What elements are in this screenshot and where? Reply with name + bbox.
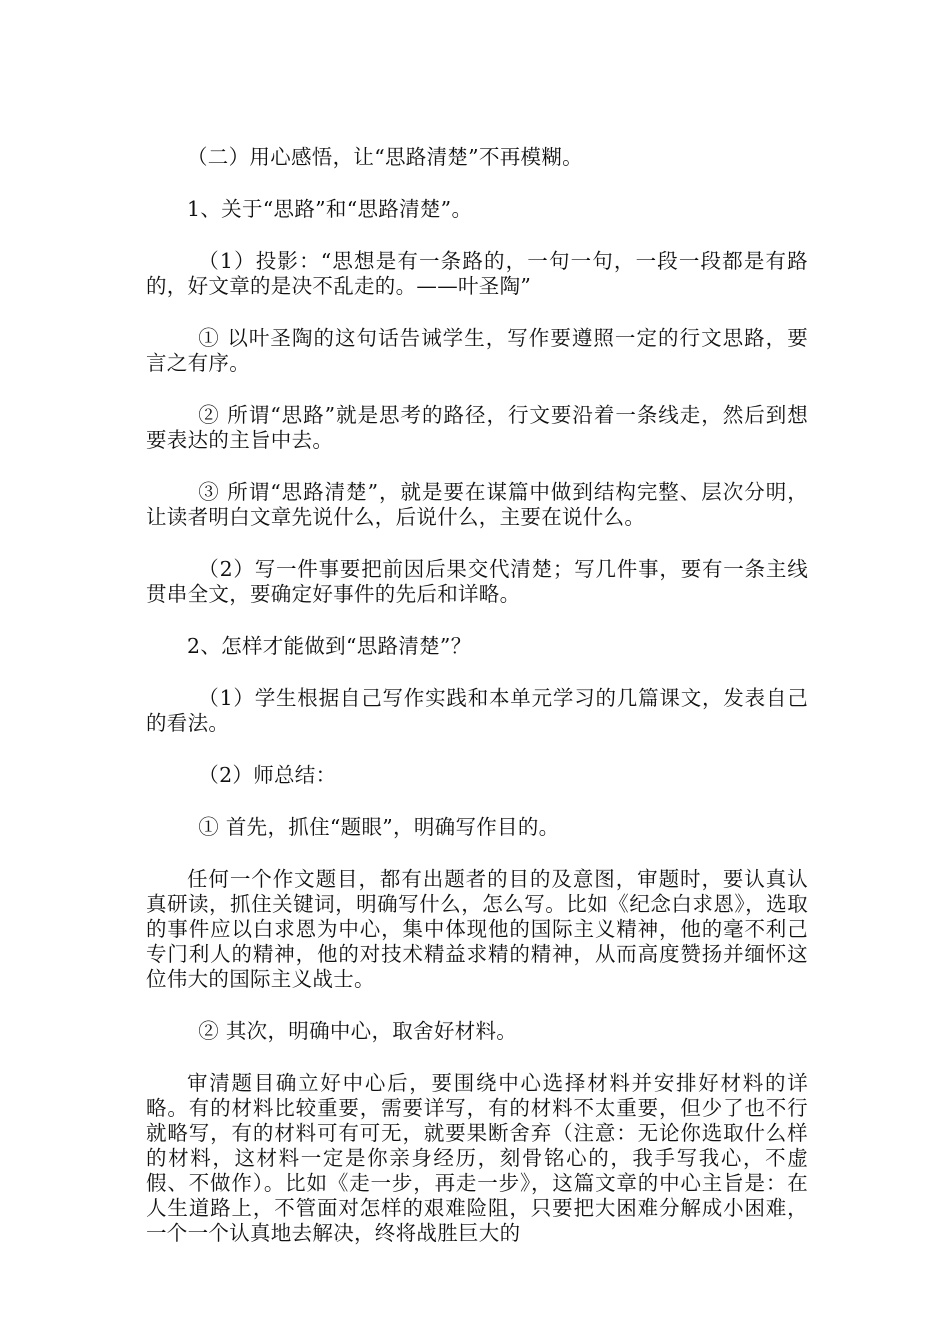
- section-heading: （二）用心感悟，让“思路清楚”不再模糊。: [187, 145, 583, 169]
- subheading-2: 2、怎样才能做到“思路清楚”？: [187, 634, 472, 658]
- paragraph-point-2: ② 所谓“思路”就是思考的路径，行文要沿着一条线走，然后到想要表达的主旨中去。: [146, 403, 808, 452]
- paragraph-item-2: （2）写一件事要把前因后果交代清楚；写几件事，要有一条主线贯串全文，要确定好事件的先后和详略。: [146, 557, 808, 606]
- paragraph-summary-point-2: ② 其次，明确中心，取舍好材料。: [198, 1019, 518, 1043]
- paragraph-summary-point-1: ① 首先，抓住“题眼”，明确写作目的。: [198, 815, 560, 839]
- paragraph-student-views: （1）学生根据自己写作实践和本单元学习的几篇课文，发表自己的看法。: [146, 686, 808, 735]
- subheading-1: 1、关于“思路”和“思路清楚”。: [187, 197, 473, 221]
- paragraph-point-1: ① 以叶圣陶的这句话告诫学生，写作要遵照一定的行文思路，要言之有序。: [146, 326, 808, 375]
- document-body: [146, 145, 808, 1246]
- paragraph-topic-analysis: 任何一个作文题目，都有出题者的目的及意图，审题时，要认真认真研读，抓住关键词，明确写什么，怎么写。比如《纪念白求恩》，选取的事件应以白求恩为中心，集中体现他的国际主义精神，他的毫不利己专门利人的精神，他的对技术精益求精的精神，从而高度赞扬并缅怀这位伟大的国际主义战士。: [146, 867, 808, 991]
- paragraph-teacher-summary: （2）师总结：: [198, 763, 337, 787]
- paragraph-material-selection: 审清题目确立好中心后，要围绕中心选择材料并安排好材料的详略。有的材料比较重要，需要详写，有的材料不太重要，但少了也不行就略写，有的材料可有可无，就要果断舍弃（注意：无论你选取什么样的材料，这材料一定是你亲身经历，刻骨铭心的，我手写我心，不虚假、不做作）。比如《走一步，再走一步》，这篇文章的中心主旨是：在人生道路上，不管面对怎样的艰难险阻，只要把大困难分解成小困难，一个一个认真地去解决，终将战胜巨大的: [146, 1071, 808, 1245]
- paragraph-projection-quote: （1）投影：“思想是有一条路的，一句一句，一段一段都是有路的，好文章的是决不乱走的。——叶圣陶”: [146, 249, 808, 298]
- paragraph-point-3: ③ 所谓“思路清楚”，就是要在谋篇中做到结构完整、层次分明，让读者明白文章先说什么，后说什么，主要在说什么。: [146, 480, 808, 529]
